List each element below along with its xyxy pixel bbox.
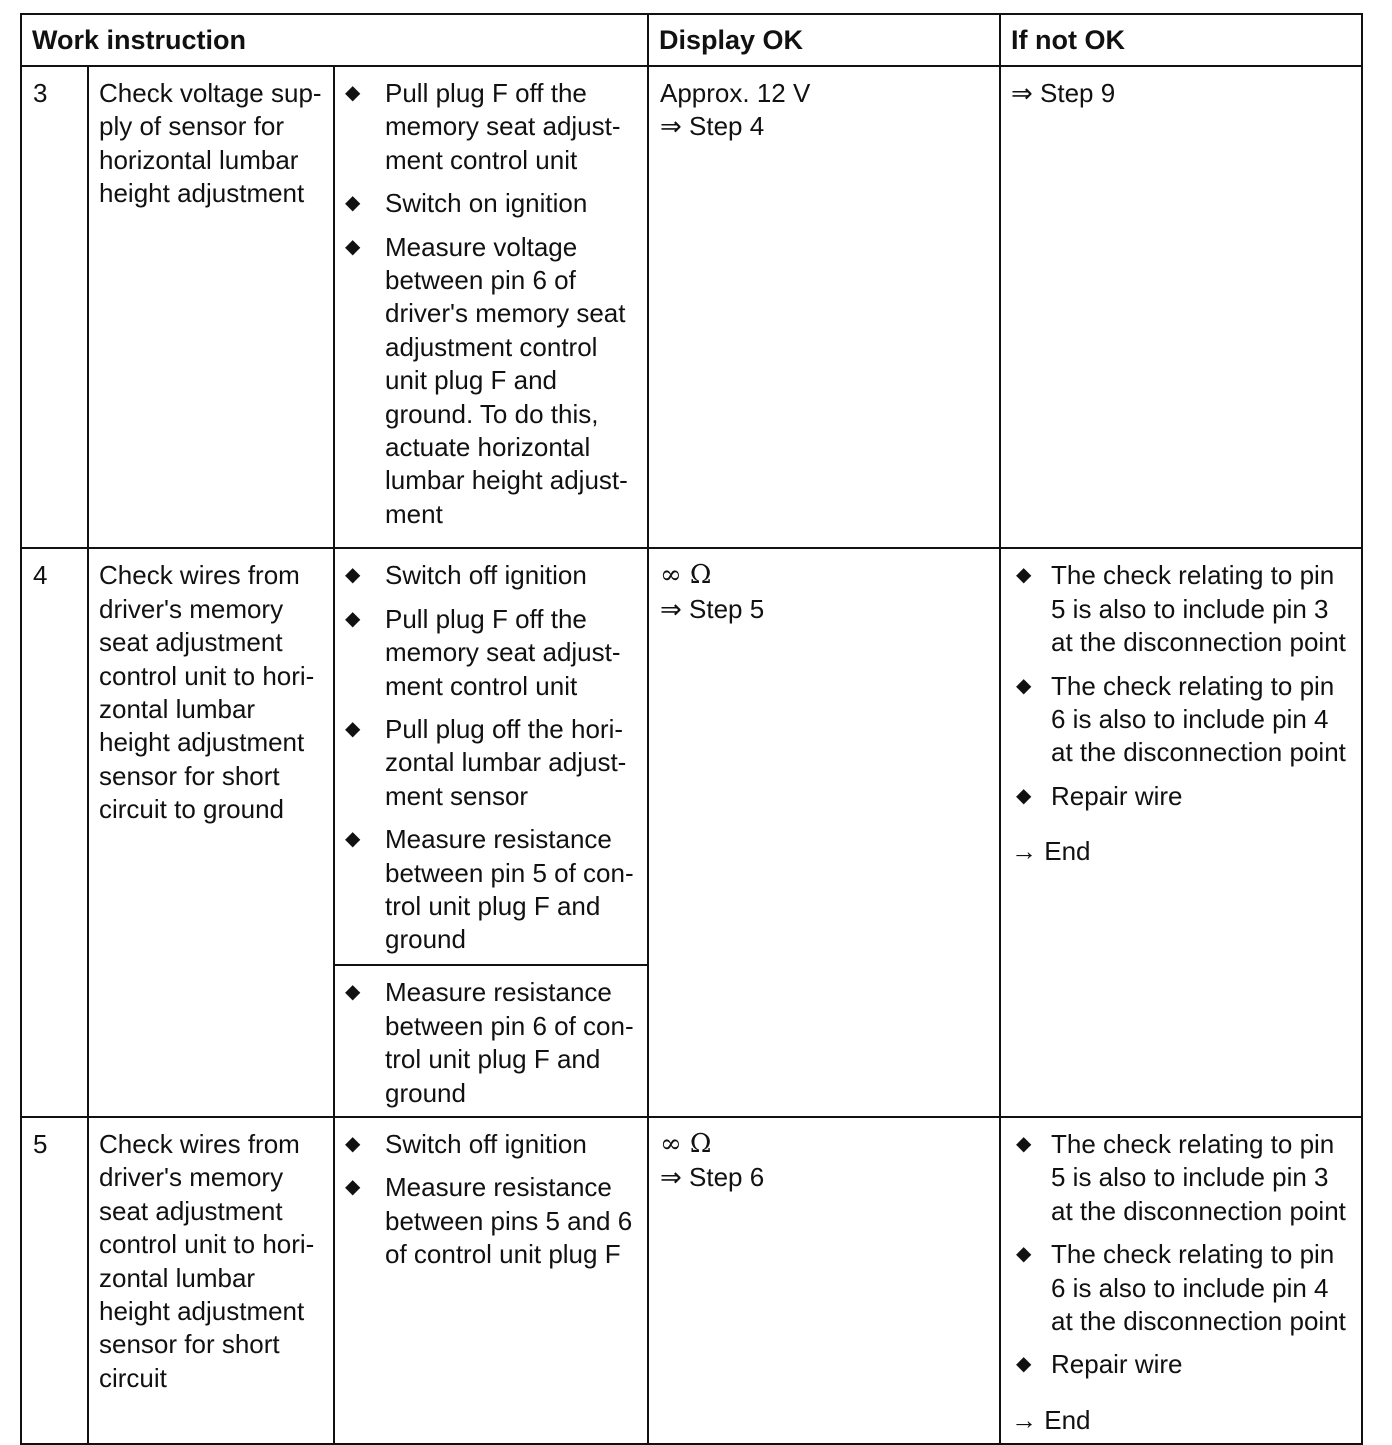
display-ok-cell <box>648 66 1000 548</box>
instruction-item: ◆ Switch off ignition <box>335 559 641 592</box>
display-ok-value: Approx. 12 V <box>660 78 811 108</box>
table-row <box>21 1117 1362 1444</box>
diamond-bullet-icon: ◆ <box>345 1132 361 1155</box>
if-not-ok-cell <box>1000 66 1362 548</box>
if-not-ok-cell <box>1000 1117 1362 1444</box>
diamond-bullet-icon: ◆ <box>345 607 361 630</box>
diamond-bullet-icon: ◆ <box>1016 1132 1032 1155</box>
diamond-bullet-icon: ◆ <box>345 828 361 851</box>
step-number: 3 <box>21 66 88 548</box>
instruction-item: ◆ Measure resistance between pin 6 of con-trol unit plug F and ground <box>345 977 634 1108</box>
diamond-bullet-icon: ◆ <box>1016 564 1032 587</box>
diamond-bullet-icon: ◆ <box>1016 784 1032 807</box>
instruction-item: ◆ Pull plug F off the memory seat adjust-ment control unit <box>345 603 621 701</box>
if-not-ok-item: ◆ Repair wire <box>1011 1348 1355 1381</box>
display-ok-value: ∞ Ω <box>660 560 712 591</box>
instruction-item: ◆ Switch on ignition <box>335 187 641 220</box>
if-not-ok-item: ◆ The check relating to pin 5 is also to include pin 3 at the disconnection point <box>1016 560 1346 658</box>
diamond-bullet-icon: ◆ <box>345 82 361 104</box>
diamond-bullet-icon: ◆ <box>345 1176 361 1199</box>
if-not-ok-end: → End <box>1011 1404 1091 1435</box>
step-instructions <box>334 548 648 965</box>
instruction-item: ◆ Switch off ignition <box>335 1128 641 1161</box>
step-instructions <box>334 1117 648 1444</box>
step-description: Check wires from driver's memory seat adjustment control unit to hori-zontal lumbar height adjustment sensor for short circuit to ground <box>88 548 334 1117</box>
header-row <box>21 14 1362 66</box>
instruction-item: ◆ Measure resistance between pins 5 and 6 of control unit plug F <box>345 1172 633 1270</box>
display-ok-cell <box>648 1117 1000 1444</box>
step-number: 5 <box>21 1117 88 1444</box>
if-not-ok-item: ◆ The check relating to pin 6 is also to include pin 4 at the disconnection point <box>1016 1239 1346 1336</box>
diamond-bullet-icon: ◆ <box>1016 1353 1032 1376</box>
diamond-bullet-icon: ◆ <box>345 235 361 258</box>
instruction-item: ◆ Measure resistance between pin 5 of con-trol unit plug F and ground <box>345 824 634 955</box>
if-not-ok-item: ◆ The check relating to pin 5 is also to include pin 3 at the disconnection point <box>1016 1128 1346 1226</box>
step-number: 4 <box>21 548 88 1117</box>
display-ok-next-step: ⇒ Step 4 <box>660 111 765 142</box>
diamond-bullet-icon: ◆ <box>345 717 361 740</box>
display-ok-next-step: ⇒ Step 6 <box>660 1162 765 1193</box>
step-instructions <box>334 965 648 1117</box>
header-work-instruction: Work instruction <box>21 14 648 66</box>
step-instructions <box>334 66 648 548</box>
display-ok-next-step: ⇒ Step 5 <box>660 593 765 624</box>
diamond-bullet-icon: ◆ <box>345 981 361 1004</box>
if-not-ok-next-step: ⇒ Step 9 <box>1011 78 1116 108</box>
diamond-bullet-icon: ◆ <box>1016 1243 1032 1266</box>
if-not-ok-item: ◆ Repair wire <box>1011 780 1355 813</box>
display-ok-cell <box>648 548 1000 1117</box>
diamond-bullet-icon: ◆ <box>345 564 361 587</box>
header-if-not-ok: If not OK <box>1000 14 1362 66</box>
display-ok-value: ∞ Ω <box>660 1128 712 1159</box>
if-not-ok-item: ◆ The check relating to pin 6 is also to include pin 4 at the disconnection point <box>1016 670 1346 768</box>
diamond-bullet-icon: ◆ <box>345 192 361 215</box>
step-description: Check wires from driver's memory seat adjustment control unit to hori-zontal lumbar height adjustment sensor for short circuit <box>88 1117 334 1444</box>
instruction-item: ◆ Pull plug off the hori-zontal lumbar adjust-ment sensor <box>345 713 627 811</box>
table-row <box>21 548 1362 965</box>
if-not-ok-end: → End <box>1011 836 1091 867</box>
if-not-ok-cell <box>1000 548 1362 1117</box>
instruction-item: ◆ Pull plug F off the memory seat adjust-ment control unit <box>345 78 621 175</box>
table-row <box>21 66 1362 548</box>
step-description: Check voltage sup-ply of sensor for horizontal lumbar height adjustment <box>88 66 334 548</box>
instruction-item: ◆ Measure voltage between pin 6 of driver's memory seat adjustment control unit plug F and ground. To do this, actuate horizontal lumbar height adjust-ment <box>345 231 628 529</box>
header-display-ok: Display OK <box>648 14 1000 66</box>
work-instruction-table <box>20 13 1363 1445</box>
diamond-bullet-icon: ◆ <box>1016 674 1032 697</box>
